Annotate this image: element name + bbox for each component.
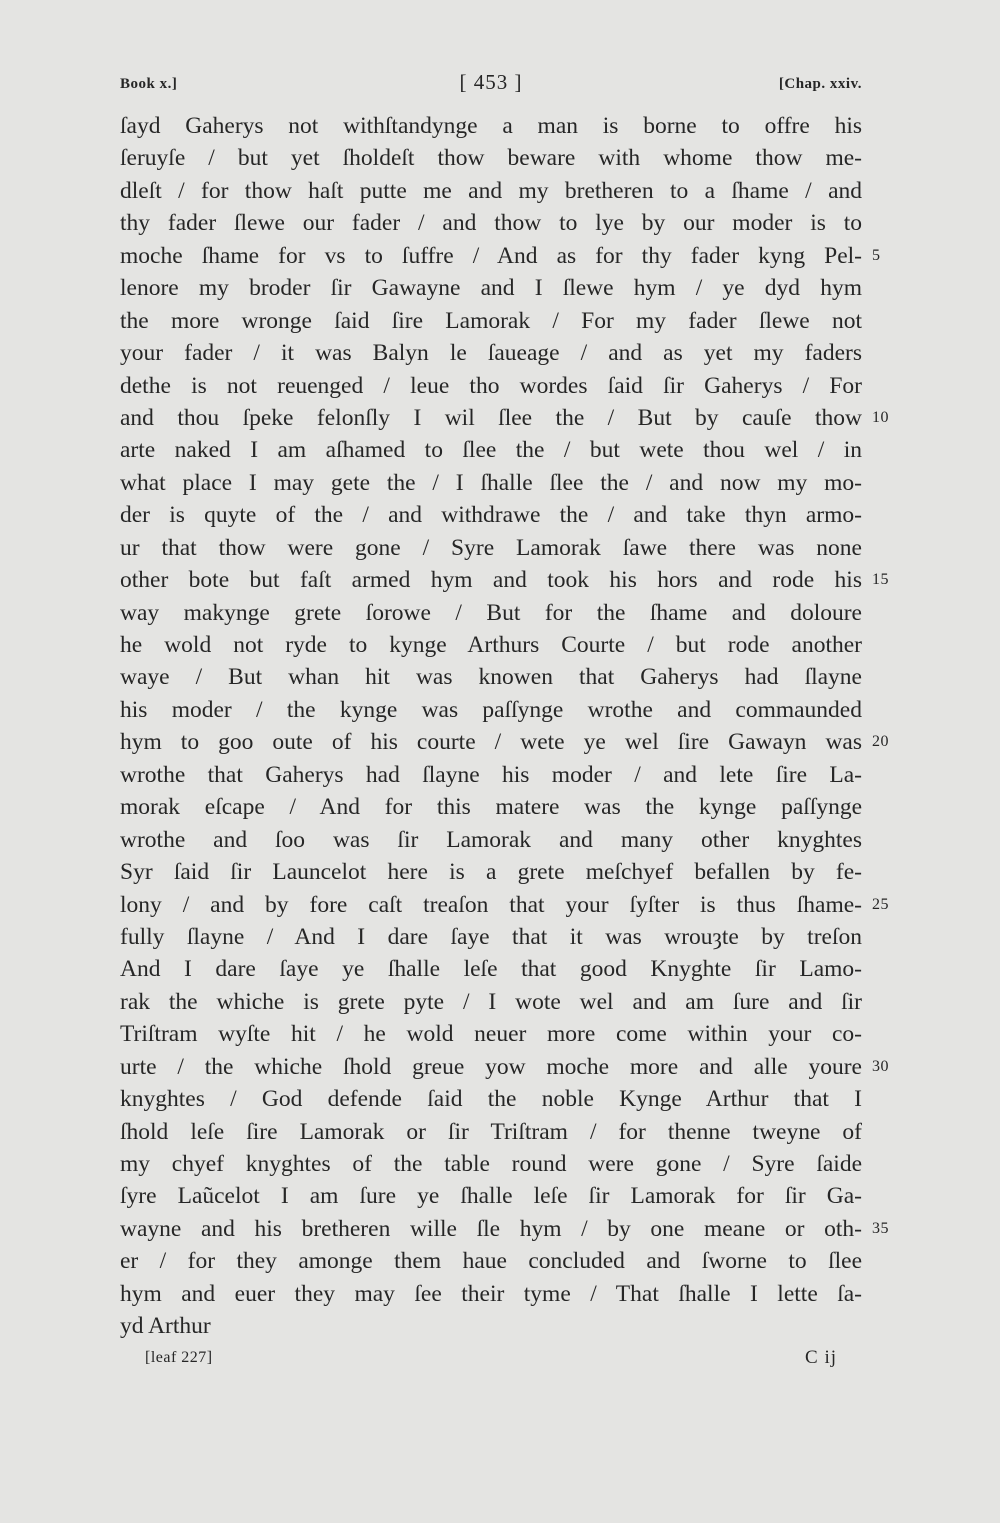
text-line [120, 467, 862, 499]
text-line-content: the more wronge ſaid ſire Lamorak / For my fader ſlewe not [120, 307, 862, 334]
text-line-content: morak eſcape / And for this matere was the kynge paſſynge [120, 794, 862, 821]
text-line [120, 207, 862, 239]
line-number: 20 [872, 733, 889, 751]
text-line-content: waye / But whan hit was knowen that Gaherys had ſlayne [120, 664, 862, 691]
text-line [120, 272, 862, 304]
text-line-content: ſeruyſe / but yet ſholdeſt thow beware with whome thow me- [120, 145, 862, 172]
text-line-content: lenore my broder ſir Gawayne and I ſlewe hym / ye dyd hym [120, 275, 862, 302]
text-line-content: he wold not ryde to kynge Arthurs Courte / but rode another [120, 632, 862, 658]
text-line [120, 1051, 889, 1083]
text-line [120, 597, 862, 629]
text-line-content: my chyef knyghtes of the table round were gone / Syre ſaide [120, 1151, 862, 1177]
text-line [120, 694, 862, 726]
book-number: Book x.] [120, 76, 178, 92]
page-number: [ 453 ] [459, 70, 523, 94]
text-line [120, 175, 862, 207]
text-line [120, 370, 862, 402]
text-line [120, 402, 889, 434]
text-line-content: er / for they amonge them haue concluded and ſworne to ſlee [120, 1248, 862, 1275]
text-line-content: wrothe that Gaherys had ſlayne his moder / and lete ſire La- [120, 761, 862, 788]
text-line-content: his moder / the kynge was paſſynge wrothe and commaunded [120, 696, 862, 723]
text-line-content: ſhold leſe ſire Lamorak or ſir Triſtram / for thenne tweyne of [120, 1118, 862, 1145]
text-line [120, 856, 862, 888]
running-head [120, 70, 862, 100]
text-line-content: what place I may gete the / I ſhalle ſlee the / and now my mo- [120, 469, 862, 496]
text-line-content: ſayd Gaherys not withſtandynge a man is borne to offre his [120, 113, 862, 139]
text-line [120, 434, 862, 466]
text-line-content: wayne and his bretheren wille ſle hym / by one meane or oth- [120, 1215, 862, 1242]
text-line [120, 1116, 862, 1148]
text-line [120, 1278, 862, 1310]
text-line [120, 1213, 889, 1245]
text-line-content: lony / and by fore caſt treaſon that your ſyſter is thus ſhame- [120, 891, 862, 918]
body-text [120, 110, 889, 1343]
text-line [120, 791, 862, 823]
text-line [120, 305, 862, 337]
text-line-content: ur that thow were gone / Syre Lamorak ſawe there was none [120, 534, 862, 561]
text-line-content: arte naked I am aſhamed to ſlee the / but wete thou wel / in [120, 437, 862, 464]
text-line-content: your fader / it was Balyn le ſaueage / and as yet my faders [120, 340, 862, 367]
text-line-content: way makynge grete ſorowe / But for the ſhame and doloure [120, 599, 862, 626]
text-line-content: hym to goo oute of his courte / wete ye wel ſire Gawayn was [120, 729, 862, 756]
page-footer [120, 1345, 862, 1375]
text-line [120, 1180, 862, 1212]
text-line-content: and thou ſpeke felonſly I wil ſlee the / But by cauſe thow [120, 404, 862, 431]
line-number: 25 [872, 895, 889, 913]
text-line [120, 240, 881, 272]
text-line [120, 337, 862, 369]
text-line-content: And I dare ſaye ye ſhalle leſe that good Knyghte ſir Lamo- [120, 956, 862, 983]
text-line [120, 661, 862, 693]
text-line [120, 532, 862, 564]
text-line-content: dethe is not reuenged / leue tho wordes ſaid ſir Gaherys / For [120, 372, 862, 399]
text-line [120, 889, 889, 921]
text-line [120, 499, 862, 531]
text-line-content: other bote but faſt armed hym and took his hors and rode his [120, 567, 862, 594]
text-line [120, 1310, 862, 1342]
text-line-content: ſyre Laũcelot I am ſure ye ſhalle leſe ſir Lamorak for ſir Ga- [120, 1183, 862, 1210]
text-line-content: knyghtes / God defende ſaid the noble Kynge Arthur that I [120, 1086, 862, 1113]
line-number: 5 [872, 246, 881, 264]
text-line-content: thy fader ſlewe our fader / and thow to lye by our moder is to [120, 210, 862, 237]
text-line [120, 824, 862, 856]
text-line-content: Syr ſaid ſir Launcelot here is a grete meſchyef befallen by fe- [120, 859, 862, 886]
text-line-content: rak the whiche is grete pyte / I wote wel and am ſure and ſir [120, 988, 862, 1015]
line-number: 35 [872, 1219, 889, 1237]
text-line [120, 986, 862, 1018]
signature-mark: C ij [805, 1347, 837, 1368]
text-line [120, 110, 862, 142]
line-number: 15 [872, 571, 889, 589]
text-line-content: wrothe and ſoo was ſir Lamorak and many other knyghtes [120, 826, 862, 853]
line-number: 30 [872, 1057, 889, 1075]
text-line-content: yd Arthur [120, 1313, 211, 1340]
text-line [120, 629, 862, 661]
text-line [120, 142, 862, 174]
text-line [120, 726, 889, 758]
text-line [120, 1148, 862, 1180]
text-line-content: moche ſhame for vs to ſuffre / And as for thy fader kyng Pel- [120, 242, 862, 269]
chapter-number: [Chap. xxiv. [778, 76, 862, 92]
text-line-content: dleſt / for thow haſt putte me and my bretheren to a ſhame / and [120, 177, 862, 204]
text-line-content: hym and euer they may ſee their tyme / That ſhalle I lette ſa- [120, 1280, 862, 1307]
text-line [120, 1018, 862, 1050]
text-line [120, 921, 862, 953]
text-line [120, 953, 862, 985]
text-line [120, 564, 889, 596]
line-number: 10 [872, 408, 889, 426]
text-line [120, 1245, 862, 1277]
text-line-content: der is quyte of the / and withdrawe the / and take thyn armo- [120, 502, 862, 529]
text-line-content: urte / the whiche ſhold greue yow moche more and alle youre [120, 1053, 862, 1080]
text-line-content: fully ſlayne / And I dare ſaye that it was wrouȝte by treſon [120, 923, 862, 950]
text-line-content: Triſtram wyſte hit / he wold neuer more come within your co- [120, 1021, 862, 1048]
text-line [120, 1083, 862, 1115]
leaf-marker: [leaf 227] [145, 1349, 213, 1366]
text-line [120, 759, 862, 791]
